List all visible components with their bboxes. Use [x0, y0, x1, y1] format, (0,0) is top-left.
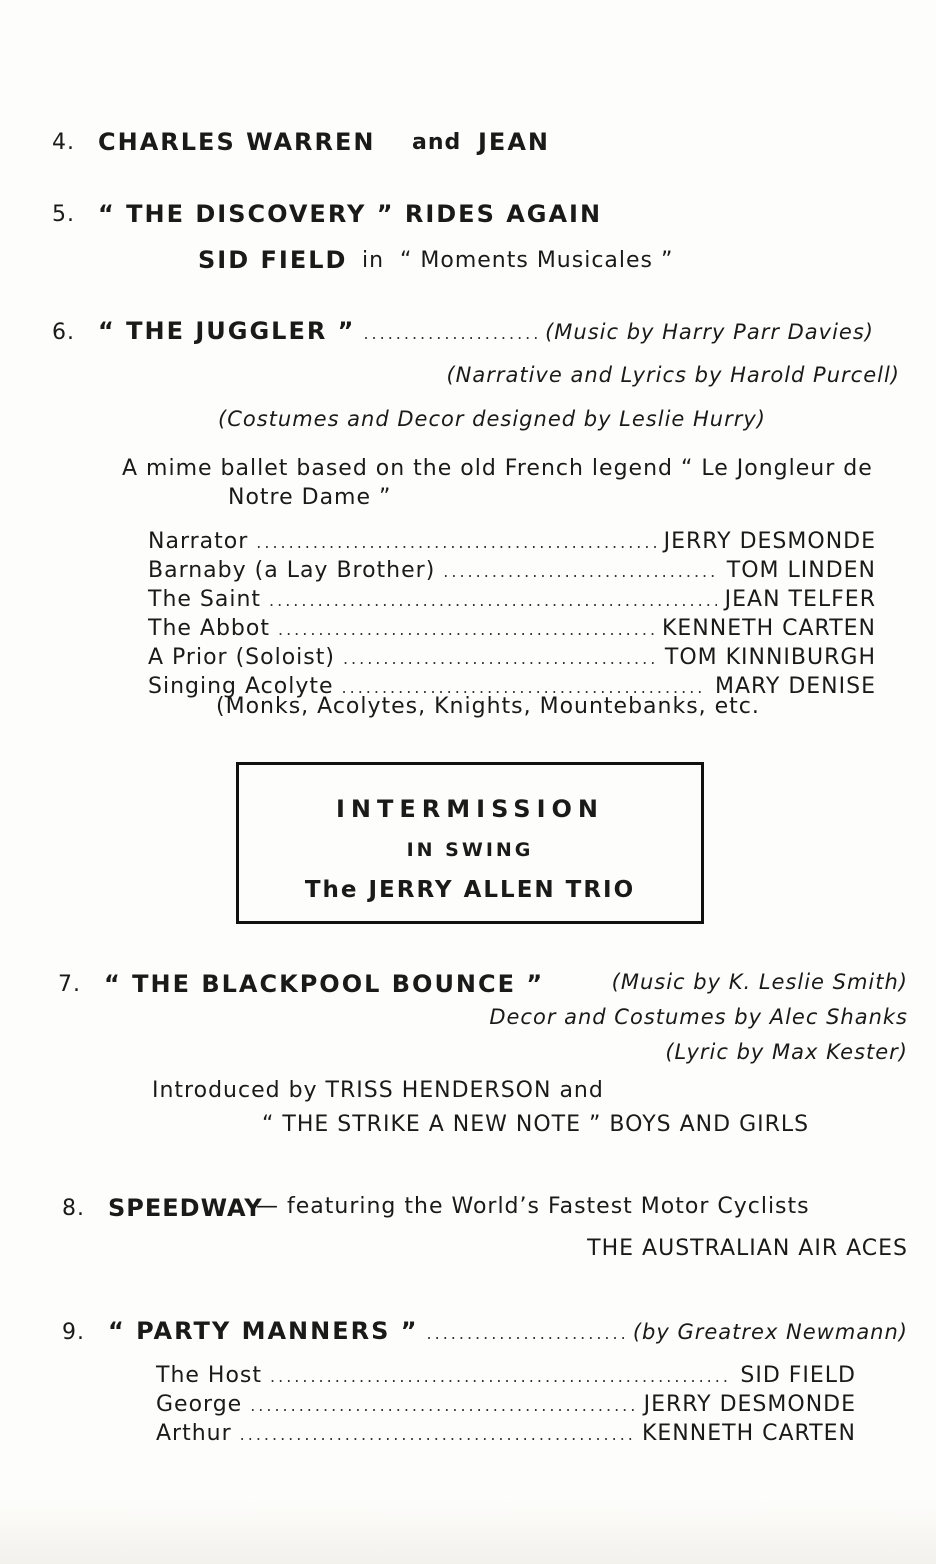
cast-row: [156, 1391, 856, 1420]
item-title-row: [108, 1317, 908, 1345]
cast-role: Narrator: [148, 529, 249, 554]
cast-role: Barnaby (a Lay Brother): [148, 558, 436, 583]
costumes-credit: (Costumes and Decor designed by Leslie Hurry): [218, 407, 766, 431]
intermission-heading: INTERMISSION: [336, 795, 604, 823]
cast-role: The Abbot: [148, 616, 270, 641]
cast-row: [148, 644, 876, 673]
intermission-subheading: IN SWING: [406, 839, 534, 861]
leader-dots: [278, 616, 654, 644]
cast-row: [148, 528, 876, 557]
cast-row: [156, 1420, 856, 1449]
item-title: “ THE BLACKPOOL BOUNCE ”: [104, 970, 545, 998]
item-title: CHARLES WARREN: [98, 128, 376, 156]
cast-actor: JEAN TELFER: [724, 587, 876, 612]
item-number: 9.: [62, 1320, 85, 1345]
leader-dots: [256, 529, 655, 557]
cast-list: [148, 528, 876, 702]
cast-role: A Prior (Soloist): [148, 645, 335, 670]
cast-actor: KENNETH CARTEN: [641, 1421, 856, 1446]
performer-name: THE AUSTRALIAN AIR ACES: [587, 1236, 908, 1261]
item-title: “ THE DISCOVERY ” RIDES AGAIN: [98, 200, 603, 228]
item-number: 8.: [62, 1196, 85, 1221]
leader-dots: [269, 587, 717, 615]
item-connector: in: [362, 248, 385, 273]
cast-actor: JERRY DESMONDE: [643, 1392, 856, 1417]
item-number: 4.: [52, 130, 75, 155]
intermission-box: [236, 762, 704, 924]
cast-row: [148, 557, 876, 586]
item-number: 5.: [52, 202, 75, 227]
cast-role: Singing Acolyte: [148, 674, 334, 699]
item-title: “ THE JUGGLER ”: [98, 317, 356, 345]
item-title-second: JEAN: [478, 128, 550, 156]
lyric-credit: (Lyric by Max Kester): [665, 1040, 908, 1064]
cast-actor: SID FIELD: [740, 1363, 856, 1388]
intro-line: “ THE STRIKE A NEW NOTE ” BOYS AND GIRLS: [262, 1112, 810, 1137]
cast-role: The Host: [156, 1363, 263, 1388]
cast-role: Arthur: [156, 1421, 232, 1446]
music-credit: (Music by K. Leslie Smith): [611, 970, 908, 994]
music-credit: (Music by Harry Parr Davies): [545, 320, 874, 344]
cast-role: George: [156, 1392, 243, 1417]
cast-list: [156, 1362, 856, 1449]
item-description: — featuring the World’s Fastest Motor Cyclists: [256, 1194, 810, 1219]
cast-row: [148, 615, 876, 644]
cast-actor: JERRY DESMONDE: [663, 529, 876, 554]
leader-dots: [343, 645, 657, 673]
item-connector: and: [412, 130, 462, 155]
cast-row: [156, 1362, 856, 1391]
item-title-row: [98, 317, 874, 345]
ensemble-note: (Monks, Acolytes, Knights, Mountebanks, etc.: [216, 694, 760, 719]
leader-dots: [250, 1392, 635, 1420]
cast-actor: TOM KINNIBURGH: [664, 645, 876, 670]
cast-actor: KENNETH CARTEN: [661, 616, 876, 641]
leader-dots: [443, 558, 718, 586]
item-number: 6.: [52, 320, 75, 345]
description-line: Notre Dame ”: [228, 485, 392, 510]
description-line: A mime ballet based on the old French legend “ Le Jongleur de: [122, 456, 873, 481]
item-title: SPEEDWAY: [108, 1194, 263, 1222]
item-number: 7.: [58, 972, 81, 997]
decor-credit: Decor and Costumes by Alec Shanks: [489, 1005, 908, 1029]
cast-role: The Saint: [148, 587, 262, 612]
leader-dots: [240, 1421, 634, 1449]
cast-actor: TOM LINDEN: [726, 558, 876, 583]
narrative-credit: (Narrative and Lyrics by Harold Purcell): [446, 363, 900, 387]
intro-line: Introduced by TRISS HENDERSON and: [152, 1078, 604, 1103]
leader-dots: [270, 1363, 732, 1391]
intermission-performer: The JERRY ALLEN TRIO: [304, 877, 636, 903]
item-subtitle: “ Moments Musicales ”: [400, 248, 674, 273]
author-credit: (by Greatrex Newmann): [632, 1320, 908, 1344]
leader-dots: [363, 324, 537, 343]
paper-edge: [0, 1500, 936, 1564]
item-title: “ PARTY MANNERS ”: [108, 1317, 419, 1345]
cast-row: [148, 586, 876, 615]
performer-name: SID FIELD: [198, 246, 348, 274]
leader-dots: [427, 1324, 625, 1343]
cast-actor: MARY DENISE: [715, 674, 876, 699]
